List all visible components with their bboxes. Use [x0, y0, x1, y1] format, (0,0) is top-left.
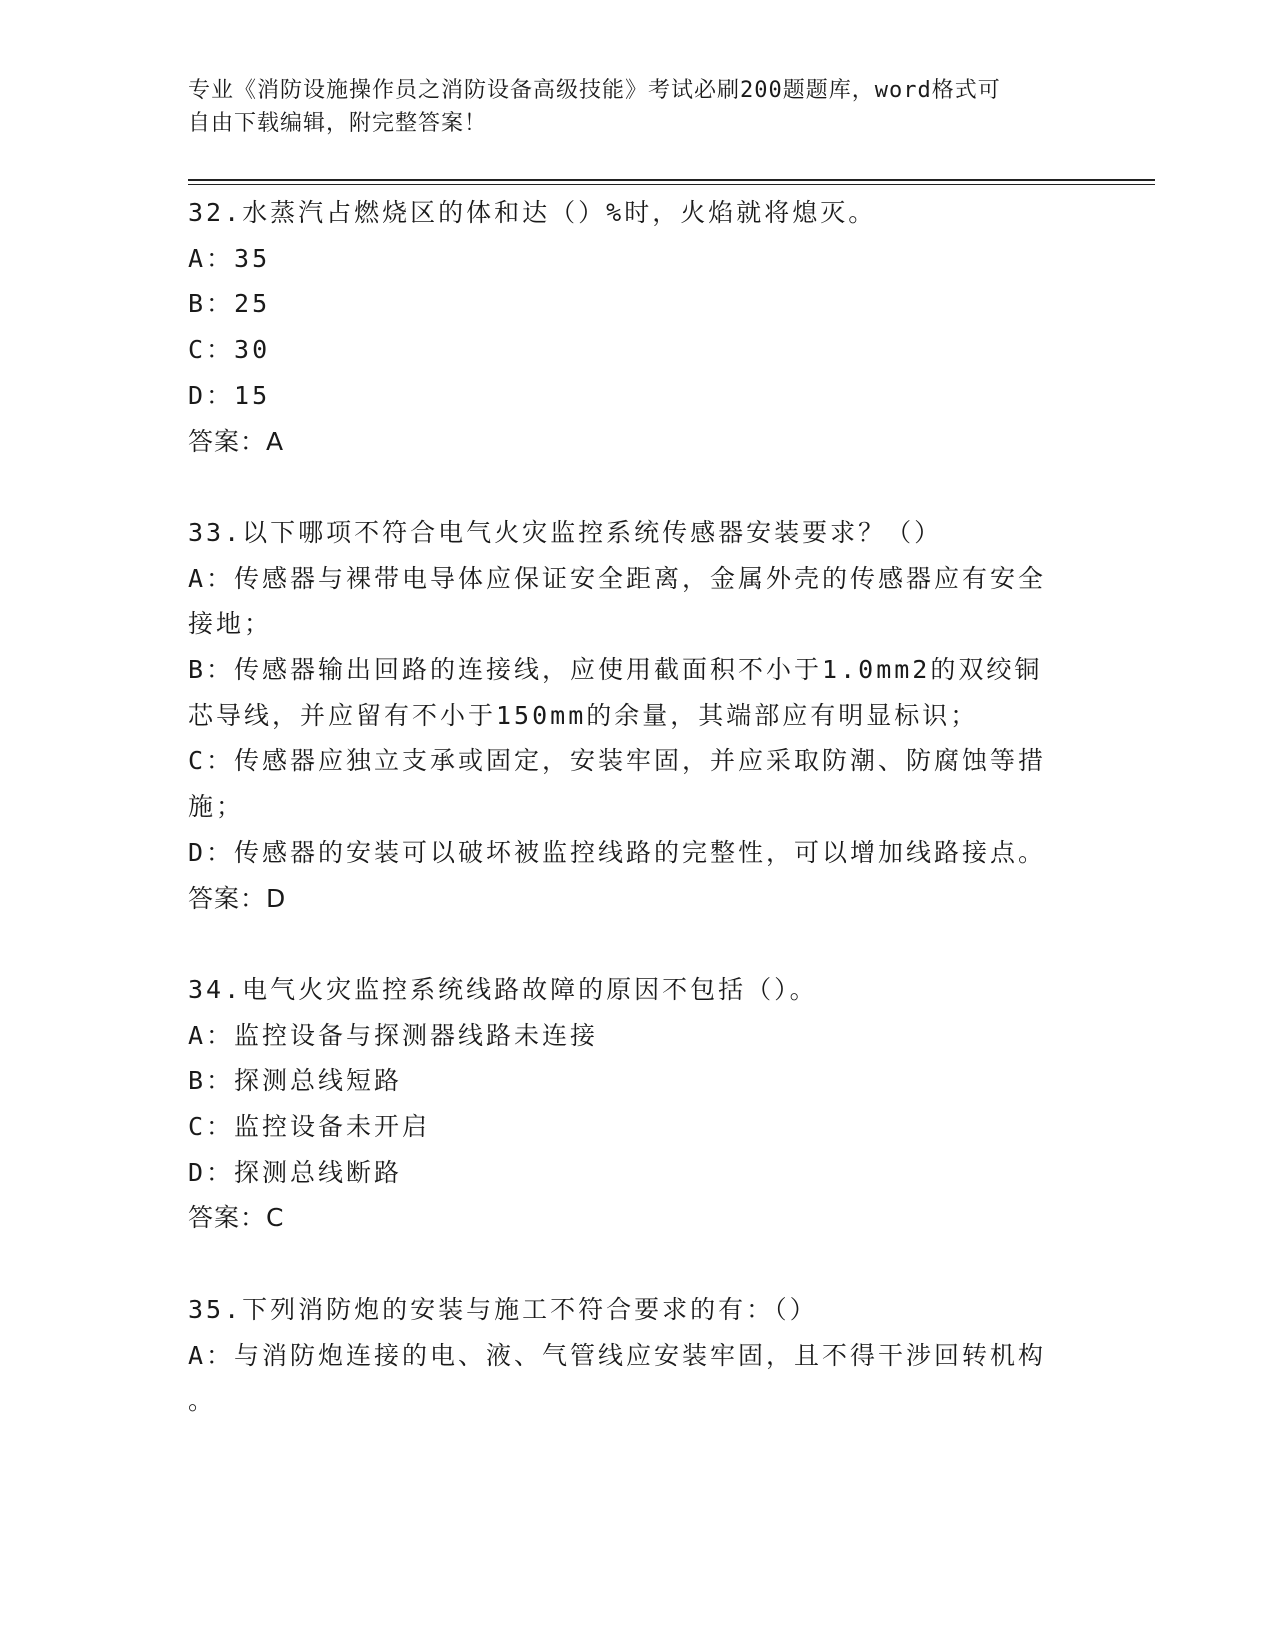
option-a: A：监控设备与探测器线路未连接 [188, 1020, 599, 1050]
option-a: A：35 [188, 243, 271, 273]
answer-label: 答案：A [188, 426, 285, 456]
question-34 [188, 967, 1078, 1241]
answer-label: 答案：C [188, 1203, 285, 1233]
question-32 [188, 190, 1078, 464]
option-c-line-2: 施； [188, 792, 245, 822]
option-c: C：30 [188, 335, 271, 365]
question-list [188, 190, 1078, 1424]
header-line-1: 专业《消防设施操作员之消防设备高级技能》考试必刷200题题库，word格式可 [188, 78, 1001, 103]
option-c: C：监控设备未开启 [188, 1112, 431, 1142]
option-d: D：探测总线断路 [188, 1157, 403, 1187]
option-b: B：探测总线短路 [188, 1066, 403, 1096]
header-line-2: 自由下载编辑，附完整答案！ [188, 111, 488, 136]
question-stem: 35.下列消防炮的安装与施工不符合要求的有：（） [188, 1294, 818, 1324]
question-stem: 33.以下哪项不符合电气火灾监控系统传感器安装要求？（） [188, 517, 943, 547]
option-a-line-1: A：传感器与裸带电导体应保证安全距离，金属外壳的传感器应有安全 [188, 563, 1047, 593]
option-b-line-1: B：传感器输出回路的连接线，应使用截面积不小于1.0mm2的双绞铜 [188, 655, 1043, 685]
option-a-line-2: 接地； [188, 609, 273, 639]
option-b: B：25 [188, 289, 271, 319]
option-d: D：15 [188, 380, 271, 410]
header-divider-thin [188, 184, 1155, 185]
question-33 [188, 510, 1078, 921]
option-a-line-2: 。 [188, 1386, 217, 1416]
option-c-line-1: C：传感器应独立支承或固定，安装牢固，并应采取防潮、防腐蚀等措 [188, 746, 1047, 776]
question-35 [188, 1287, 1078, 1424]
option-d: D：传感器的安装可以破坏被监控线路的完整性，可以增加线路接点。 [188, 837, 1047, 867]
question-stem: 32.水蒸汽占燃烧区的体和达（）%时，火焰就将熄灭。 [188, 198, 877, 227]
header-divider-thick [188, 179, 1155, 181]
option-a-line-1: A：与消防炮连接的电、液、气管线应安装牢固，且不得干涉回转机构 [188, 1340, 1047, 1370]
option-b-line-2: 芯导线，并应留有不小于150mm的余量，其端部应有明显标识； [188, 700, 979, 730]
question-stem: 34.电气火灾监控系统线路故障的原因不包括（）。 [188, 974, 818, 1004]
document-header [188, 74, 1068, 140]
answer-label: 答案：D [188, 883, 287, 913]
